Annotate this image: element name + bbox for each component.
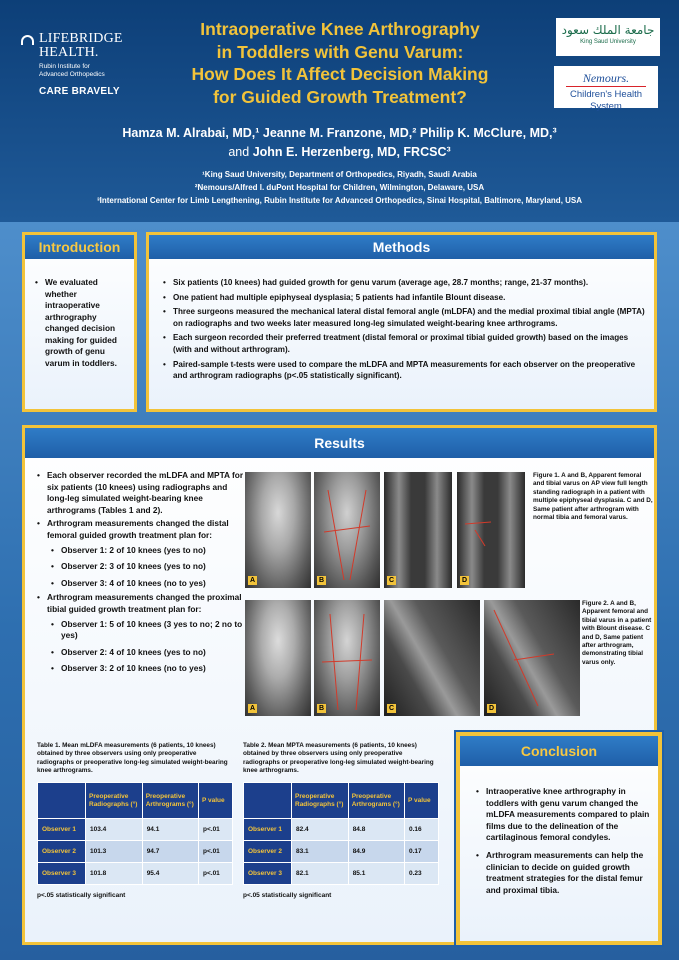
ksu-logo	[556, 18, 660, 56]
table-cell: 101.3	[86, 841, 143, 863]
table-cell: 0.23	[405, 863, 439, 885]
methods-heading: Methods	[149, 235, 654, 259]
figure-panel-label: C	[389, 705, 395, 712]
table-cell: 84.8	[348, 819, 404, 841]
table-cell: 94.7	[142, 841, 198, 863]
table-cell: 0.16	[405, 819, 439, 841]
figure-panel-label: A	[250, 577, 256, 584]
table1-header-cell: Preoperative Radiographs (°)	[86, 783, 143, 819]
title-line: Intraoperative Knee Arthrography	[200, 19, 480, 39]
table1-header-cell: P value	[199, 783, 233, 819]
affiliations	[20, 168, 659, 207]
table2-caption: Table 2. Mean MPTA measurements (6 patients, 10 knees) obtained by three observers using only preoperative radiographs or preoperative long-leg simulated weight-bearing knee arthrograms.	[243, 742, 434, 775]
figure2-image-a	[245, 600, 311, 716]
introduction-bullet: • We evaluated whether intraoperative arthrography changed decision making for guided growth of genu varum in toddlers.	[35, 277, 127, 369]
table-row	[244, 841, 439, 863]
nemours-logo-name: Nemours.	[582, 71, 630, 85]
figure-panel-label: B	[319, 705, 325, 712]
results-sub-bullet: • Observer 1: 2 of 10 knees (yes to no)	[37, 545, 247, 557]
lifebridge-subtitle-2: Advanced Orthopedics	[39, 70, 105, 78]
table-row-header: Observer 1	[244, 819, 292, 841]
ksu-logo-arabic: جامعة الملك سعود	[561, 23, 655, 37]
table1-header-cell	[38, 783, 86, 819]
table-row	[38, 819, 233, 841]
title-line: for Guided Growth Treatment?	[213, 86, 467, 107]
figure2-image-b	[314, 600, 380, 716]
methods-bullet: • Six patients (10 knees) had guided growth for genu varum (average age, 28.7 months; range, 21-37 months).	[163, 277, 645, 289]
authors-line-2-name: John E. Herzenberg, MD, FRCSC³	[252, 145, 451, 159]
table-row-header: Observer 2	[38, 841, 86, 863]
table1-header-row	[38, 783, 233, 819]
table-cell: 95.4	[142, 863, 198, 885]
table1-note: p<.05 statistically significant	[37, 892, 126, 899]
figure2-angle-lines	[314, 600, 380, 716]
affiliation: ³International Center for Limb Lengthening, Rubin Institute for Advanced Orthopedics, Sinai Hospital, Baltimore, Maryland, USA	[96, 196, 583, 205]
figure1-angle-lines	[457, 472, 525, 588]
table-row	[38, 841, 233, 863]
figure2-image-c	[384, 600, 480, 716]
affiliation: ¹King Saud University, Department of Orthopedics, Riyadh, Saudi Arabia	[202, 170, 477, 179]
table-cell: 101.8	[86, 863, 143, 885]
figure-panel-label: A	[250, 705, 256, 712]
results-heading: Results	[25, 428, 654, 458]
table-cell: p<.01	[199, 819, 233, 841]
table-cell: p<.01	[199, 863, 233, 885]
table-cell: 83.1	[292, 841, 349, 863]
table2-header-cell: P value	[405, 783, 439, 819]
affiliation: ²Nemours/Alfred I. duPont Hospital for Children, Wilmington, Delaware, USA	[194, 183, 485, 192]
nemours-logo-divider	[566, 86, 646, 87]
authors-and: and	[228, 145, 253, 159]
introduction-panel	[22, 232, 137, 412]
table2-header-cell: Preoperative Radiographs (°)	[292, 783, 349, 819]
table-cell: 94.1	[142, 819, 198, 841]
table-row-header: Observer 2	[244, 841, 292, 863]
figure-panel-label: B	[319, 577, 325, 584]
results-bullet: • Each observer recorded the mLDFA and MPTA for six patients (10 knees) using radiographs and long-leg simulated weight-bearing knee arthrograms (Tables 1 and 2).	[37, 470, 247, 516]
figure2-angle-lines	[484, 600, 580, 716]
results-sub-bullet: • Observer 2: 4 of 10 knees (yes to no)	[37, 647, 247, 659]
table-cell: p<.01	[199, 841, 233, 863]
table-cell: 0.17	[405, 841, 439, 863]
lifebridge-logo	[21, 32, 141, 97]
table2-note: p<.05 statistically significant	[243, 892, 332, 899]
table-row	[244, 819, 439, 841]
authors-line-2	[40, 143, 639, 162]
results-bullet: • Arthrogram measurements changed the proximal tibial guided growth treatment plan for:	[37, 592, 247, 615]
methods-bullet: • Paired-sample t-tests were used to compare the mLDFA and MPTA measurements for each observer on the preoperative and arthrogram radiographs (p<.05 statistically significant).	[163, 359, 645, 382]
table2-header-cell	[244, 783, 292, 819]
nemours-logo-subtitle: Children's Health System	[569, 89, 643, 112]
figure1-caption: Figure 1. A and B, Apparent femoral and tibial varus on AP view full length standing radiograph in a patient with multiple epiphyseal dysplasia. C and D, Same patient after arthrogram with normal tibia and femoral varus.	[533, 472, 653, 522]
ksu-logo-english: King Saud University	[580, 39, 636, 45]
methods-bullet: • One patient had multiple epiphyseal dysplasia; 5 patients had infantile Blount disease.	[163, 292, 645, 304]
figure-panel-label: D	[489, 705, 495, 712]
table-row-header: Observer 1	[38, 819, 86, 841]
table2	[243, 782, 439, 885]
methods-bullet: • Three surgeons measured the mechanical lateral distal femoral angle (mLDFA) and the medial proximal tibial angle (MPTA) on radiographs and two weeks later measured long-leg simulated weight-bearing knee arthrograms.	[163, 306, 645, 329]
results-sub-bullet: • Observer 3: 2 of 10 knees (no to yes)	[37, 663, 247, 675]
lifebridge-arch-icon	[21, 35, 34, 45]
lifebridge-subtitle-1: Rubin Institute for	[39, 63, 90, 70]
table-cell: 84.9	[348, 841, 404, 863]
introduction-heading: Introduction	[25, 235, 134, 259]
figure-panel-label: C	[389, 577, 395, 584]
methods-panel	[146, 232, 657, 412]
results-sub-bullet: • Observer 2: 3 of 10 knees (yes to no)	[37, 561, 247, 573]
introduction-bullets	[35, 277, 127, 369]
results-bullet: • Arthrogram measurements changed the distal femoral guided growth treatment plan for:	[37, 518, 247, 541]
table-row	[38, 863, 233, 885]
title-line: in Toddlers with Genu Varum:	[216, 41, 464, 62]
methods-bullet: • Each surgeon recorded their preferred treatment (distal femoral or proximal tibial guided growth) based on the images (with and without arthrogram).	[163, 332, 645, 355]
figure1-angle-lines	[314, 472, 380, 588]
figure1-image-c	[384, 472, 452, 588]
table-row-header: Observer 3	[244, 863, 292, 885]
table2-header-row	[244, 783, 439, 819]
table-cell: 103.4	[86, 819, 143, 841]
table-row-header: Observer 3	[38, 863, 86, 885]
table-cell: 82.1	[292, 863, 349, 885]
author-list	[40, 124, 639, 162]
results-sub-bullet: • Observer 1: 5 of 10 knees (3 yes to no; 2 no to yes)	[37, 619, 247, 642]
lifebridge-tagline: CARE BRAVELY	[39, 86, 120, 97]
figure2-caption: Figure 2. A and B, Apparent femoral and tibial varus in a patient with Blount disease. C and D, Same patient after arthrogram, demonstrating tibial varus only.	[582, 600, 652, 666]
methods-bullets	[163, 277, 645, 382]
table-cell: 82.4	[292, 819, 349, 841]
figure1-image-a	[245, 472, 311, 588]
title-line: How Does It Affect Decision Making	[191, 64, 489, 84]
table-cell: 85.1	[348, 863, 404, 885]
table1-header-cell: Preoperative Arthrograms (°)	[142, 783, 198, 819]
conclusion-bullet: • Intraoperative knee arthrography in toddlers with genu varum changed the mLDFA measurements compared to plain films due to the delineation of the cartilaginous femoral condyles.	[476, 786, 652, 844]
table-row	[244, 863, 439, 885]
table1-caption: Table 1. Mean mLDFA measurements (6 patients, 10 knees) obtained by three observers using only preoperative radiographs or preoperative long-leg simulated weight-bearing knee arthrograms.	[37, 742, 228, 775]
nemours-logo	[554, 66, 658, 112]
authors-line-1: Hamza M. Alrabai, MD,¹ Jeanne M. Franzone, MD,² Philip K. McClure, MD,³	[122, 126, 557, 140]
results-bullets	[37, 470, 247, 675]
table1	[37, 782, 233, 885]
conclusion-bullet: • Arthrogram measurements can help the clinician to decide on guided growth treatment strategies for the distal femur and proximal tibia.	[476, 850, 652, 896]
table2-header-cell: Preoperative Arthrograms (°)	[348, 783, 404, 819]
figure2-image-d	[484, 600, 580, 716]
figure1-image-d	[457, 472, 525, 588]
results-sub-bullet: • Observer 3: 4 of 10 knees (no to yes)	[37, 578, 247, 590]
figure-panel-label: D	[462, 577, 468, 584]
figure1-image-b	[314, 472, 380, 588]
poster-title	[150, 18, 530, 108]
conclusion-bullets	[476, 786, 652, 896]
conclusion-panel	[456, 732, 662, 945]
conclusion-heading: Conclusion	[460, 736, 658, 766]
lifebridge-name: LIFEBRIDGE HEALTH.	[39, 31, 123, 60]
